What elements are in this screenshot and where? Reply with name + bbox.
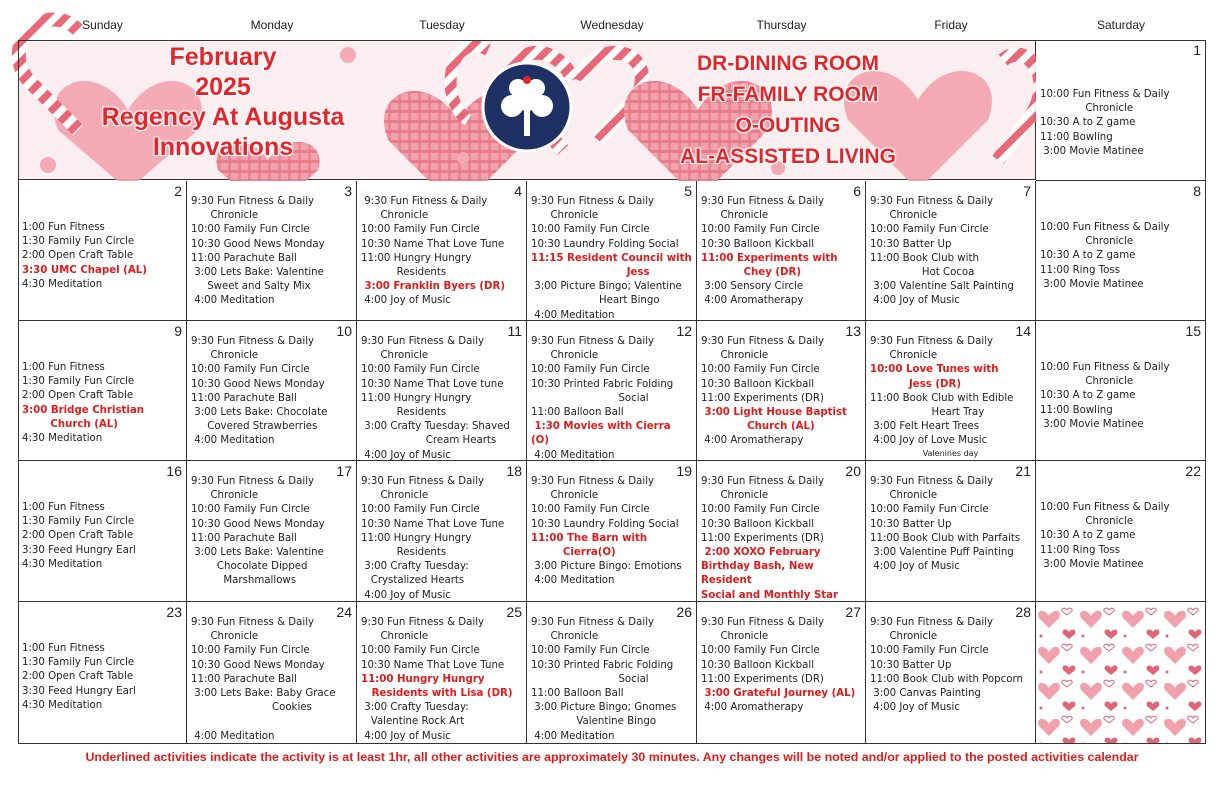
day-number: 4 bbox=[514, 183, 522, 199]
activity-item: 9:30 Fun Fitness & Daily Chronicle bbox=[870, 336, 994, 362]
activity-item: 10:30 Name That Love Tune bbox=[361, 238, 505, 250]
activity-item: 10:00 Family Fun Circle bbox=[870, 504, 989, 516]
activity-item: 1:30 Family Fun Circle bbox=[22, 376, 135, 388]
activity-item: 10:30 A to Z game bbox=[1040, 390, 1136, 402]
day-number: 17 bbox=[336, 463, 352, 479]
activity-item: 4:00 Meditation bbox=[531, 575, 615, 587]
activity-item: 11:00 Bowling bbox=[1040, 131, 1113, 143]
day-number: 19 bbox=[676, 463, 692, 479]
activity-item: 11:00 Hungry Hungry Residents with Lisa (DR) bbox=[361, 673, 513, 700]
day-number: 11 bbox=[507, 323, 522, 339]
activity-item: 3:00 Picture Bingo; Gnomes Valentine Bingo bbox=[534, 702, 677, 728]
activity-list bbox=[191, 195, 352, 309]
day-number: 28 bbox=[1015, 604, 1031, 620]
day-number: 13 bbox=[845, 323, 861, 339]
day-number: 24 bbox=[336, 604, 352, 620]
activity-item: 10:30 Printed Fabric Folding Social bbox=[531, 378, 674, 404]
day-cell bbox=[1036, 181, 1206, 321]
day-header-sunday: Sunday bbox=[82, 18, 123, 32]
activity-item: 3:00 Valentine Puff Painting bbox=[870, 547, 1014, 559]
activity-item: 1:30 Family Fun Circle bbox=[22, 516, 135, 528]
activity-item: 10:30 A to Z game bbox=[1040, 250, 1136, 262]
activity-list bbox=[531, 195, 692, 323]
activity-item: 11:00 Bowling bbox=[1040, 404, 1113, 416]
activity-item: 10:00 Family Fun Circle bbox=[531, 224, 650, 236]
activity-item: 1:30 Family Fun Circle bbox=[22, 236, 135, 248]
activity-item: 11:00 Experiments (DR) bbox=[701, 532, 824, 544]
activity-item: 1:00 Fun Fitness bbox=[22, 502, 105, 513]
activity-item: 4:00 Meditation bbox=[191, 295, 275, 307]
day-cell bbox=[697, 181, 866, 321]
day-number: 1 bbox=[1193, 42, 1201, 58]
activity-list bbox=[870, 616, 1031, 715]
activity-list bbox=[701, 475, 861, 617]
activity-item: 10:00 Family Fun Circle bbox=[191, 645, 310, 657]
activity-list bbox=[1040, 361, 1201, 432]
activity-item: 10:00 Fun Fitness & Daily Chronicle bbox=[1040, 502, 1170, 528]
day-cell bbox=[18, 321, 187, 461]
activity-item: 4:00 Joy of Love Music bbox=[870, 435, 988, 447]
activity-item: 9:30 Fun Fitness & Daily Chronicle bbox=[531, 196, 655, 222]
activity-item: 11:00 Hungry Hungry Residents bbox=[361, 252, 472, 279]
activity-item: 10:00 Fun Fitness & Daily Chronicle bbox=[1040, 222, 1170, 248]
day-number: 9 bbox=[174, 323, 182, 339]
day-cell bbox=[697, 461, 866, 602]
activity-item: 3:00 Lets Bake: Chocolate Covered Strawberries bbox=[194, 407, 328, 433]
hearts-pattern-image bbox=[1037, 604, 1205, 743]
day-cell bbox=[1036, 40, 1206, 181]
activity-item: 10:00 Fun Fitness & Daily Chronicle bbox=[1040, 89, 1170, 115]
day-number: 5 bbox=[684, 183, 692, 199]
activity-item: 3:00 Lets Bake: Baby Grace Cookies bbox=[194, 688, 336, 714]
activity-item: 10:30 Balloon Kickball bbox=[701, 518, 815, 530]
activity-item: 10:30 Good News Monday bbox=[191, 378, 325, 390]
activity-item: 11:00 Book Club with Hot Cocoa bbox=[870, 252, 979, 279]
activity-item: 3:30 UMC Chapel (AL) bbox=[22, 264, 147, 276]
day-cell bbox=[866, 602, 1036, 744]
activity-item: 9:30 Fun Fitness & Daily Chronicle bbox=[870, 196, 994, 222]
activity-item: 10:00 Love Tunes with Jess (DR) bbox=[870, 364, 999, 390]
activity-item: 10:30 Good News Monday bbox=[191, 238, 325, 250]
activity-item: 11:00 Parachute Ball bbox=[191, 532, 297, 544]
activity-item: 4:00 Aromatherapy bbox=[701, 702, 804, 714]
activity-item: 10:30 Balloon Kickball bbox=[701, 378, 815, 390]
day-cell bbox=[357, 321, 527, 461]
activity-item: 11:00 Book Club with Edible Heart Tray bbox=[870, 392, 1014, 419]
activity-item: 9:30 Fun Fitness & Daily Chronicle bbox=[361, 336, 485, 362]
activity-item: 1:30 Family Fun Circle bbox=[22, 657, 135, 669]
day-number: 10 bbox=[336, 323, 352, 339]
activity-item: 3:30 Feed Hungry Earl bbox=[22, 544, 136, 556]
activity-item: 9:30 Fun Fitness & Daily Chronicle bbox=[191, 196, 315, 222]
activity-item: 4:00 Joy of Music bbox=[870, 295, 960, 307]
activity-item: 4:30 Meditation bbox=[22, 699, 103, 711]
activity-item: 10:00 Family Fun Circle bbox=[531, 364, 650, 376]
activity-item: 4:00 Joy of Music bbox=[361, 449, 451, 461]
day-cell bbox=[527, 602, 697, 744]
activity-list bbox=[1040, 501, 1201, 572]
activity-item: 4:00 Aromatherapy bbox=[701, 435, 804, 447]
activity-item: 3:00 Bridge Christian Church (AL) bbox=[22, 404, 145, 430]
activity-item: 2:00 Open Craft Table bbox=[22, 530, 134, 542]
day-cell bbox=[697, 321, 866, 461]
day-number: 12 bbox=[676, 323, 692, 339]
activity-item: 3:00 Grateful Journey (AL) bbox=[701, 688, 856, 700]
activity-item: 3:00 Crafty Tuesday: Shaved Cream Hearts bbox=[364, 421, 510, 447]
day-cell bbox=[697, 602, 866, 744]
day-cell bbox=[357, 181, 527, 321]
day-cell bbox=[1036, 321, 1206, 461]
activity-list bbox=[531, 335, 692, 463]
banner-title bbox=[98, 42, 348, 162]
activity-item: 10:00 Family Fun Circle bbox=[361, 364, 480, 376]
day-cell bbox=[527, 321, 697, 461]
day-number: 21 bbox=[1015, 463, 1031, 479]
activity-item: 2:00 XOXO February Birthday Bash, New Resident Social and Monthly Star bbox=[701, 547, 839, 601]
activity-item: 10:00 Family Fun Circle bbox=[361, 504, 480, 516]
day-number: 3 bbox=[344, 183, 352, 199]
activity-list bbox=[870, 335, 1031, 459]
activity-item: 3:00 Movie Matinee bbox=[1040, 145, 1144, 157]
activity-list bbox=[1040, 221, 1201, 292]
activity-item: 2:00 Open Craft Table bbox=[22, 671, 134, 683]
day-header-friday: Friday bbox=[934, 18, 968, 32]
activity-item: 3:00 Crafty Tuesday: Crystalized Hearts bbox=[364, 561, 469, 587]
activity-item: 9:30 Fun Fitness & Daily Chronicle bbox=[701, 196, 825, 222]
day-cell bbox=[18, 461, 187, 602]
activity-list bbox=[870, 195, 1031, 309]
activity-item: 4:00 Joy of Music bbox=[870, 561, 960, 573]
activity-item: 10:30 A to Z game bbox=[1040, 117, 1136, 129]
activity-list bbox=[191, 475, 352, 589]
activity-item: 9:30 Fun Fitness & Daily Chronicle bbox=[191, 617, 315, 643]
activity-item: 9:30 Fun Fitness & Daily Chronicle bbox=[531, 476, 655, 502]
day-header-monday: Monday bbox=[250, 18, 294, 32]
activity-list bbox=[22, 221, 182, 292]
activity-list bbox=[22, 642, 182, 713]
activity-item: 4:00 Joy of Music bbox=[361, 295, 451, 307]
day-number: 26 bbox=[676, 604, 692, 620]
day-number: 8 bbox=[1193, 183, 1201, 199]
day-number: 14 bbox=[1015, 323, 1031, 339]
day-number: 7 bbox=[1023, 183, 1031, 199]
activity-item: 10:30 Printed Fabric Folding Social bbox=[531, 659, 674, 685]
day-cell bbox=[527, 181, 697, 321]
activity-item: 10:00 Fun Fitness & Daily Chronicle bbox=[1040, 362, 1170, 388]
activity-item: 10:30 Batter Up bbox=[870, 518, 952, 530]
day-cell bbox=[357, 461, 527, 602]
activity-item: 11:00 The Barn with Cierra(O) bbox=[531, 532, 648, 559]
day-header-saturday: Saturday bbox=[1096, 18, 1146, 32]
activity-item: 3:00 Movie Matinee bbox=[1040, 418, 1144, 430]
activity-item: 10:30 Balloon Kickball bbox=[701, 659, 815, 671]
activity-item: 2:00 Open Craft Table bbox=[22, 250, 134, 262]
day-number: 22 bbox=[1185, 463, 1201, 479]
activity-item: 11:00 Parachute Ball bbox=[191, 392, 297, 404]
tree-logo-icon bbox=[483, 63, 571, 151]
day-cell bbox=[866, 461, 1036, 602]
activity-item: 10:30 Batter Up bbox=[870, 659, 952, 671]
day-cell bbox=[18, 181, 187, 321]
activity-item: 11:15 Resident Council with Jess bbox=[531, 252, 692, 279]
activity-item: 1:00 Fun Fitness bbox=[22, 362, 105, 373]
activity-item: 10:00 Family Fun Circle bbox=[191, 224, 310, 236]
activity-item: 10:00 Family Fun Circle bbox=[531, 504, 650, 516]
activity-item: 4:00 Joy of Music bbox=[870, 702, 960, 714]
activity-item: 9:30 Fun Fitness & Daily Chronicle bbox=[701, 476, 825, 502]
day-number: 15 bbox=[1185, 323, 1201, 339]
banner-title-line: 2025 bbox=[195, 73, 251, 101]
activity-item: 4:00 Meditation bbox=[531, 449, 615, 461]
activity-list bbox=[361, 616, 522, 744]
activity-item: 11:00 Book Club with Popcorn bbox=[870, 673, 1023, 685]
activity-item: 10:00 Family Fun Circle bbox=[701, 504, 820, 516]
activity-list bbox=[701, 335, 861, 449]
activity-item: Valenines day bbox=[922, 448, 979, 458]
activity-item: 9:30 Fun Fitness & Daily Chronicle bbox=[191, 336, 315, 362]
day-number: 25 bbox=[506, 604, 522, 620]
activity-item: 4:30 Meditation bbox=[22, 278, 103, 290]
activity-item: 11:00 Balloon Ball bbox=[531, 688, 624, 700]
activity-list bbox=[22, 501, 182, 572]
day-cell bbox=[1036, 461, 1206, 602]
activity-item: 9:30 Fun Fitness & Daily Chronicle bbox=[361, 476, 485, 502]
activity-item: 3:00 Movie Matinee bbox=[1040, 558, 1144, 570]
activity-item: 10:30 Name That Love Tune bbox=[361, 518, 505, 530]
activity-item: 10:00 Family Fun Circle bbox=[191, 504, 310, 516]
activity-item: 10:00 Family Fun Circle bbox=[701, 364, 820, 376]
activity-item: 4:30 Meditation bbox=[22, 433, 103, 445]
activity-item: 10:30 Good News Monday bbox=[191, 659, 325, 671]
activity-item: 4:00 Meditation bbox=[531, 309, 615, 321]
banner-title-line: February bbox=[169, 43, 277, 71]
activity-item: 9:30 Fun Fitness & Daily Chronicle bbox=[361, 617, 485, 643]
activity-list bbox=[361, 195, 522, 309]
activity-item: 11:00 Hungry Hungry Residents bbox=[361, 392, 472, 419]
day-header-tuesday: Tuesday bbox=[419, 18, 465, 32]
activity-item: 3:00 Crafty Tuesday: Valentine Rock Art bbox=[364, 702, 469, 728]
activity-item: 3:00 Felt Heart Trees bbox=[870, 421, 980, 433]
day-number: 23 bbox=[166, 604, 182, 620]
banner-title-line: Innovations bbox=[152, 133, 294, 161]
legend-line: FR-FAMILY ROOM bbox=[697, 83, 879, 106]
activity-item: 3:00 Lets Bake: Valentine Chocolate Dipped Marshmallows bbox=[194, 547, 324, 587]
banner-title-line: Regency At Augusta bbox=[101, 103, 345, 131]
activity-item: 10:00 Family Fun Circle bbox=[701, 645, 820, 657]
activity-item: 10:30 Good News Monday bbox=[191, 518, 325, 530]
activity-item: 11:00 Experiments with Chey (DR) bbox=[701, 252, 838, 279]
activity-item: 9:30 Fun Fitness & Daily Chronicle bbox=[191, 476, 315, 502]
footer-note: Underlined activities indicate the activity is at least 1hr, all other activities are approximately 30 minutes. Any changes will be noted and/or applied to the posted activities calendar bbox=[85, 750, 1139, 764]
activity-item: 3:00 Sensory Circle bbox=[701, 281, 804, 293]
activity-item: 9:30 Fun Fitness & Daily Chronicle bbox=[870, 476, 994, 502]
activity-item: 10:00 Family Fun Circle bbox=[531, 645, 650, 657]
activity-item: 3:00 Picture Bingo; Valentine Heart Bingo bbox=[534, 281, 682, 307]
activity-list bbox=[22, 361, 182, 446]
activity-item: 10:30 Balloon Kickball bbox=[701, 238, 815, 250]
activity-list bbox=[191, 616, 352, 744]
activity-item: 10:00 Family Fun Circle bbox=[870, 645, 989, 657]
legend-line: DR-DINING ROOM bbox=[697, 52, 879, 75]
day-cell bbox=[357, 602, 527, 744]
activity-item: 4:00 Meditation bbox=[191, 435, 275, 447]
activity-item: 10:00 Family Fun Circle bbox=[870, 224, 989, 236]
legend-line: O-OUTING bbox=[735, 114, 841, 137]
day-cell bbox=[18, 602, 187, 744]
day-number: 6 bbox=[853, 183, 861, 199]
banner-legend bbox=[638, 48, 938, 172]
activity-item: 3:00 Franklin Byers (DR) bbox=[361, 281, 506, 293]
activity-item: 10:00 Family Fun Circle bbox=[191, 364, 310, 376]
day-cell bbox=[187, 602, 357, 744]
activity-item: 9:30 Fun Fitness & Daily Chronicle bbox=[364, 196, 488, 222]
activity-item: 2:00 Open Craft Table bbox=[22, 390, 134, 402]
activity-item: 9:30 Fun Fitness & Daily Chronicle bbox=[701, 336, 825, 362]
activity-item: 11:00 Experiments (DR) bbox=[701, 392, 824, 404]
day-number: 16 bbox=[166, 463, 182, 479]
activity-item: 1:00 Fun Fitness bbox=[22, 643, 105, 654]
activity-item: 4:00 Meditation bbox=[194, 730, 275, 742]
day-cell bbox=[866, 181, 1036, 321]
activity-list bbox=[870, 475, 1031, 574]
activity-item: 11:00 Balloon Ball bbox=[531, 407, 624, 419]
day-header-thursday: Thursday bbox=[756, 18, 807, 32]
activity-item: 11:00 Book Club with Parfaits bbox=[870, 532, 1021, 544]
activity-list bbox=[361, 475, 522, 603]
activity-item: 10:00 Family Fun Circle bbox=[361, 645, 480, 657]
activity-item: 10:00 Family Fun Circle bbox=[701, 224, 820, 236]
activity-item: 10:30 Name That Love Tune bbox=[361, 659, 505, 671]
activity-item: 10:30 Batter Up bbox=[870, 238, 952, 250]
day-number: 18 bbox=[506, 463, 522, 479]
activity-item: 11:00 Hungry Hungry Residents bbox=[361, 532, 472, 559]
activity-item: 9:30 Fun Fitness & Daily Chronicle bbox=[531, 336, 655, 362]
activity-item: 3:00 Movie Matinee bbox=[1040, 278, 1144, 290]
activity-item: 11:00 Experiments (DR) bbox=[701, 673, 824, 685]
activity-list bbox=[531, 616, 692, 744]
activity-item: 10:30 Laundry Folding Social bbox=[531, 238, 679, 250]
activity-item: 11:00 Parachute Ball bbox=[191, 673, 297, 685]
activity-item: 4:00 Meditation bbox=[531, 730, 615, 742]
activity-item: 10:00 Family Fun Circle bbox=[361, 224, 480, 236]
day-cell bbox=[187, 461, 357, 602]
day-number: 20 bbox=[845, 463, 861, 479]
activity-item: 3:00 Light House Baptist Church (AL) bbox=[704, 407, 847, 433]
activity-item: 4:00 Aromatherapy bbox=[701, 295, 804, 307]
activity-item: 4:00 Joy of Music bbox=[361, 589, 451, 601]
activity-item: 3:00 Picture Bingo: Emotions bbox=[531, 561, 682, 573]
day-cell bbox=[527, 461, 697, 602]
day-number: 2 bbox=[174, 183, 182, 199]
activity-list bbox=[701, 616, 861, 715]
activity-item: 1:30 Movies with Cierra (O) bbox=[531, 421, 675, 447]
activity-item: 3:00 Canvas Painting bbox=[870, 688, 981, 700]
activity-item: 10:30 A to Z game bbox=[1040, 530, 1136, 542]
activity-list bbox=[1040, 88, 1201, 159]
activity-item: 11:00 Parachute Ball bbox=[191, 252, 297, 264]
activity-item: 4:30 Meditation bbox=[22, 558, 103, 570]
activity-list bbox=[361, 335, 522, 463]
activity-list bbox=[531, 475, 692, 589]
day-number: 27 bbox=[845, 604, 861, 620]
activity-item: 3:00 Valentine Salt Painting bbox=[870, 281, 1014, 293]
day-header-wednesday: Wednesday bbox=[580, 18, 644, 32]
activity-item: 9:30 Fun Fitness & Daily Chronicle bbox=[870, 617, 994, 643]
activity-item: 11:00 Ring Toss bbox=[1040, 264, 1121, 276]
activity-item: 10:30 Laundry Folding Social bbox=[531, 518, 679, 530]
activity-item: 1:00 Fun Fitness bbox=[22, 222, 105, 233]
activity-item: 10:30 Name That Love tune bbox=[361, 378, 504, 390]
activity-item: 11:00 Ring Toss bbox=[1040, 544, 1121, 556]
activity-list bbox=[191, 335, 352, 449]
activity-list bbox=[701, 195, 861, 309]
legend-line: AL-ASSISTED LIVING bbox=[680, 145, 896, 168]
activity-item: 9:30 Fun Fitness & Daily Chronicle bbox=[701, 617, 825, 643]
day-cell bbox=[187, 321, 357, 461]
day-cell bbox=[866, 321, 1036, 461]
activity-item: 3:30 Feed Hungry Earl bbox=[22, 685, 136, 697]
day-cell bbox=[187, 181, 357, 321]
activity-item: 4:00 Joy of Music bbox=[361, 730, 451, 742]
activity-item: 9:30 Fun Fitness & Daily Chronicle bbox=[531, 617, 655, 643]
activity-item: 3:00 Lets Bake: Valentine Sweet and Salty Mix bbox=[194, 267, 324, 293]
month-banner bbox=[18, 40, 1036, 180]
